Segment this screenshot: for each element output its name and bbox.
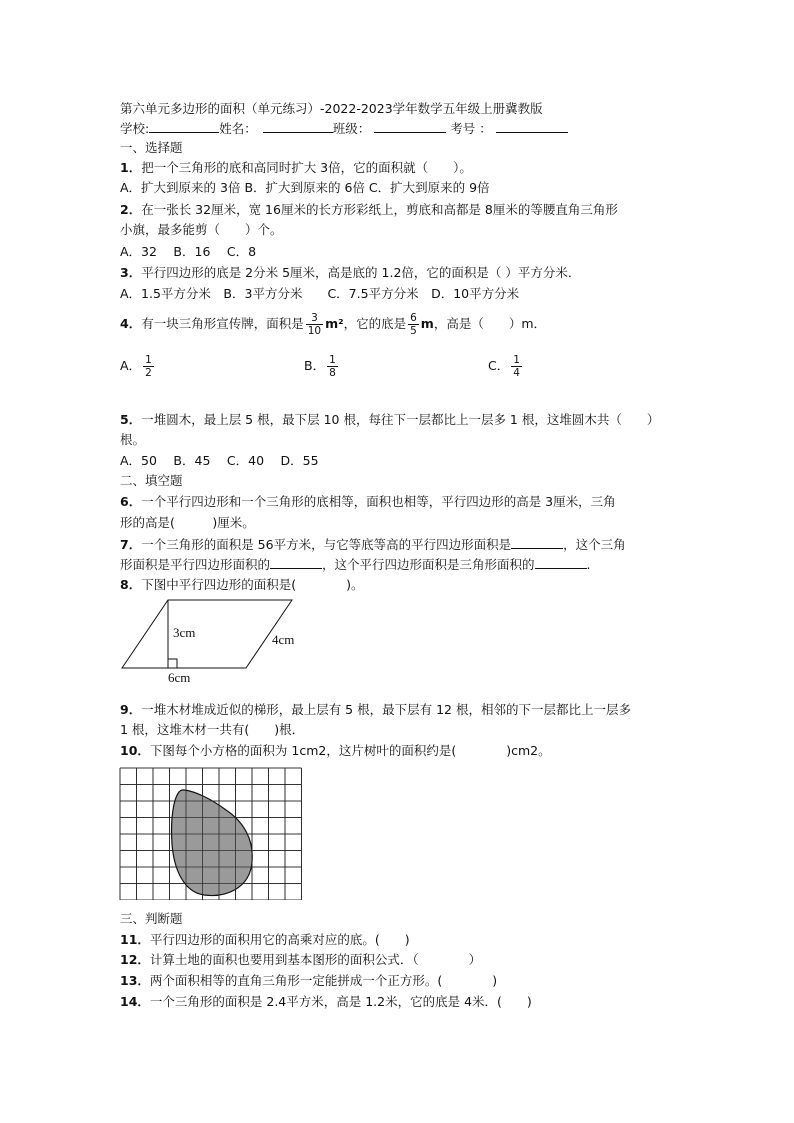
question-14	[120, 994, 532, 1010]
question-number: 7．	[120, 537, 142, 552]
question-3	[120, 265, 580, 281]
question-text: 一堆木材堆成近似的梯形，最上层有 5 根，最下层有 12 根，相邻的下一层都比上一层多	[141, 702, 631, 717]
question-text: 平行四边形的面积用它的高乘对应的底。( )	[149, 932, 410, 947]
option-label: A．	[120, 358, 142, 373]
question-text: ，它的底是	[343, 316, 407, 331]
question-number: 9．	[120, 702, 142, 717]
answer-blank[interactable]	[535, 556, 587, 569]
question-text: ，这个平行四边形面积是三角形面积的	[322, 557, 535, 572]
right-angle-mark	[168, 659, 177, 668]
question-number: 3．	[120, 265, 142, 280]
side-label: 4cm	[272, 632, 295, 647]
question-9-line2: 1 根，这堆木材一共有( )根．	[120, 722, 305, 737]
question-number: 14．	[120, 994, 150, 1009]
leaf-grid-figure	[118, 766, 302, 900]
option-label: C．	[488, 358, 510, 373]
question-text: 一堆圆木，最上层 5 根，最下层 10 根，每往下一层都比上一层多 1 根，这堆圆木共（ ）	[141, 412, 660, 427]
parallelogram-shape	[122, 600, 295, 668]
base-fraction	[408, 312, 419, 337]
question-text: ，这个三角	[563, 537, 626, 552]
school-label: 学校:	[120, 121, 150, 136]
question-number: 2．	[120, 202, 142, 217]
question-6-line2: 形的高是( )厘米。	[120, 515, 255, 530]
answer-blank[interactable]	[270, 556, 322, 569]
parallelogram-figure	[110, 594, 320, 686]
question-5	[120, 412, 659, 428]
exam-no-label: 考号 ：	[450, 121, 492, 136]
question-11	[120, 932, 410, 948]
fraction-numerator: 1	[145, 354, 152, 366]
exam-no-blank[interactable]	[496, 120, 568, 133]
fraction-denominator: 5	[410, 325, 417, 337]
question-7-line2	[120, 556, 591, 573]
question-text: 一个三角形的面积是 2.4平方米，高是 1.2米，它的底是 4米．( )	[149, 994, 532, 1009]
question-text: 一个三角形的面积是 56平方米，与它等底等高的平行四边形面积是	[141, 537, 512, 552]
question-text: 平行四边形的底是 2分米 5厘米，高是底的 1.2倍，它的面积是（ ）平方分米．	[141, 265, 581, 280]
question-4-option-b	[304, 352, 340, 380]
section-title-fill: 二、填空题	[120, 473, 183, 488]
unit: m²	[325, 316, 344, 331]
question-1-options: A．扩大到原来的 3倍 B．扩大到原来的 6倍 C．扩大到原来的 9倍	[120, 180, 490, 195]
question-text: 在一张长 32厘米，宽 16厘米的长方形彩纸上，剪底和高都是 8厘米的等腰直角三角形	[141, 202, 618, 217]
fraction-denominator: 10	[307, 325, 322, 337]
option-fraction	[511, 354, 522, 379]
question-number: 12．	[120, 952, 150, 967]
question-4-option-c	[488, 352, 524, 380]
fraction-numerator: 3	[306, 312, 323, 325]
question-13	[120, 973, 497, 989]
section-title-judge: 三、判断题	[120, 911, 183, 926]
question-8	[120, 577, 363, 593]
name-blank[interactable]	[263, 120, 333, 133]
option-label: B．	[304, 358, 326, 373]
question-text: 形面积是平行四边形面积的	[120, 557, 271, 572]
question-2-options: A．32 B．16 C．8	[120, 244, 257, 259]
question-text: 有一块三角形宣传牌，面积是	[141, 316, 304, 331]
question-number: 11．	[120, 932, 150, 947]
fraction-denominator: 2	[145, 367, 152, 379]
question-5-line2: 根。	[120, 432, 146, 447]
option-fraction	[327, 354, 338, 379]
question-4-option-a	[120, 352, 156, 380]
question-number: 1．	[120, 160, 142, 175]
question-10	[120, 743, 551, 759]
question-text: 把一个三角形的底和高同时扩大 3倍，它的面积就（ ）。	[141, 160, 472, 175]
question-5-options: A．50 B．45 C．40 D．55	[120, 453, 319, 468]
question-text: .	[586, 557, 591, 572]
section-title-choice: 一、选择题	[120, 140, 183, 155]
question-12	[120, 952, 481, 968]
question-number: 8．	[120, 577, 142, 592]
area-fraction	[306, 312, 323, 337]
question-text: 下图每个小方格的面积为 1cm2，这片树叶的面积约是( )cm2。	[149, 743, 551, 758]
fraction-numerator: 6	[410, 312, 417, 324]
fraction-numerator: 1	[329, 354, 336, 366]
class-blank[interactable]	[374, 120, 446, 133]
question-number: 10．	[120, 743, 150, 758]
question-3-options: A．1.5平方分米 B．3平方分米 C．7.5平方分米 D．10平方分米	[120, 286, 520, 301]
question-text: 计算土地的面积也要用到基本图形的面积公式．（ ）	[149, 952, 482, 967]
question-2-line2: 小旗，最多能剪（ ）个。	[120, 222, 283, 237]
question-1	[120, 160, 472, 176]
fraction-denominator: 8	[329, 367, 336, 379]
question-text: ，高是（ ）m．	[433, 316, 547, 331]
question-6	[120, 494, 616, 510]
question-number: 4．	[120, 316, 142, 331]
question-text: 两个面积相等的直角三角形一定能拼成一个正方形。( )	[149, 973, 498, 988]
question-7	[120, 536, 626, 553]
leaf-shape	[172, 790, 253, 896]
class-label: 班级：	[332, 121, 371, 136]
question-4	[120, 310, 546, 338]
unit: m	[420, 316, 434, 331]
student-info-row	[120, 120, 568, 137]
school-blank[interactable]	[149, 120, 219, 133]
fraction-numerator: 1	[513, 354, 520, 366]
option-fraction	[143, 354, 154, 379]
name-label: 姓名：	[219, 121, 257, 136]
height-label: 3cm	[173, 625, 196, 640]
fraction-denominator: 4	[513, 367, 520, 379]
question-text: 一个平行四边形和一个三角形的底相等，面积也相等，平行四边形的高是 3厘米，三角	[141, 494, 616, 509]
question-number: 5．	[120, 412, 142, 427]
base-label: 6cm	[168, 670, 191, 685]
question-number: 6．	[120, 494, 142, 509]
answer-blank[interactable]	[511, 536, 563, 549]
worksheet-title: 第六单元多边形的面积（单元练习）-2022-2023学年数学五年级上册冀教版	[120, 101, 543, 116]
question-2	[120, 202, 618, 218]
question-text: 下图中平行四边形的面积是( )。	[141, 577, 364, 592]
question-9	[120, 702, 631, 718]
question-number: 13．	[120, 973, 150, 988]
